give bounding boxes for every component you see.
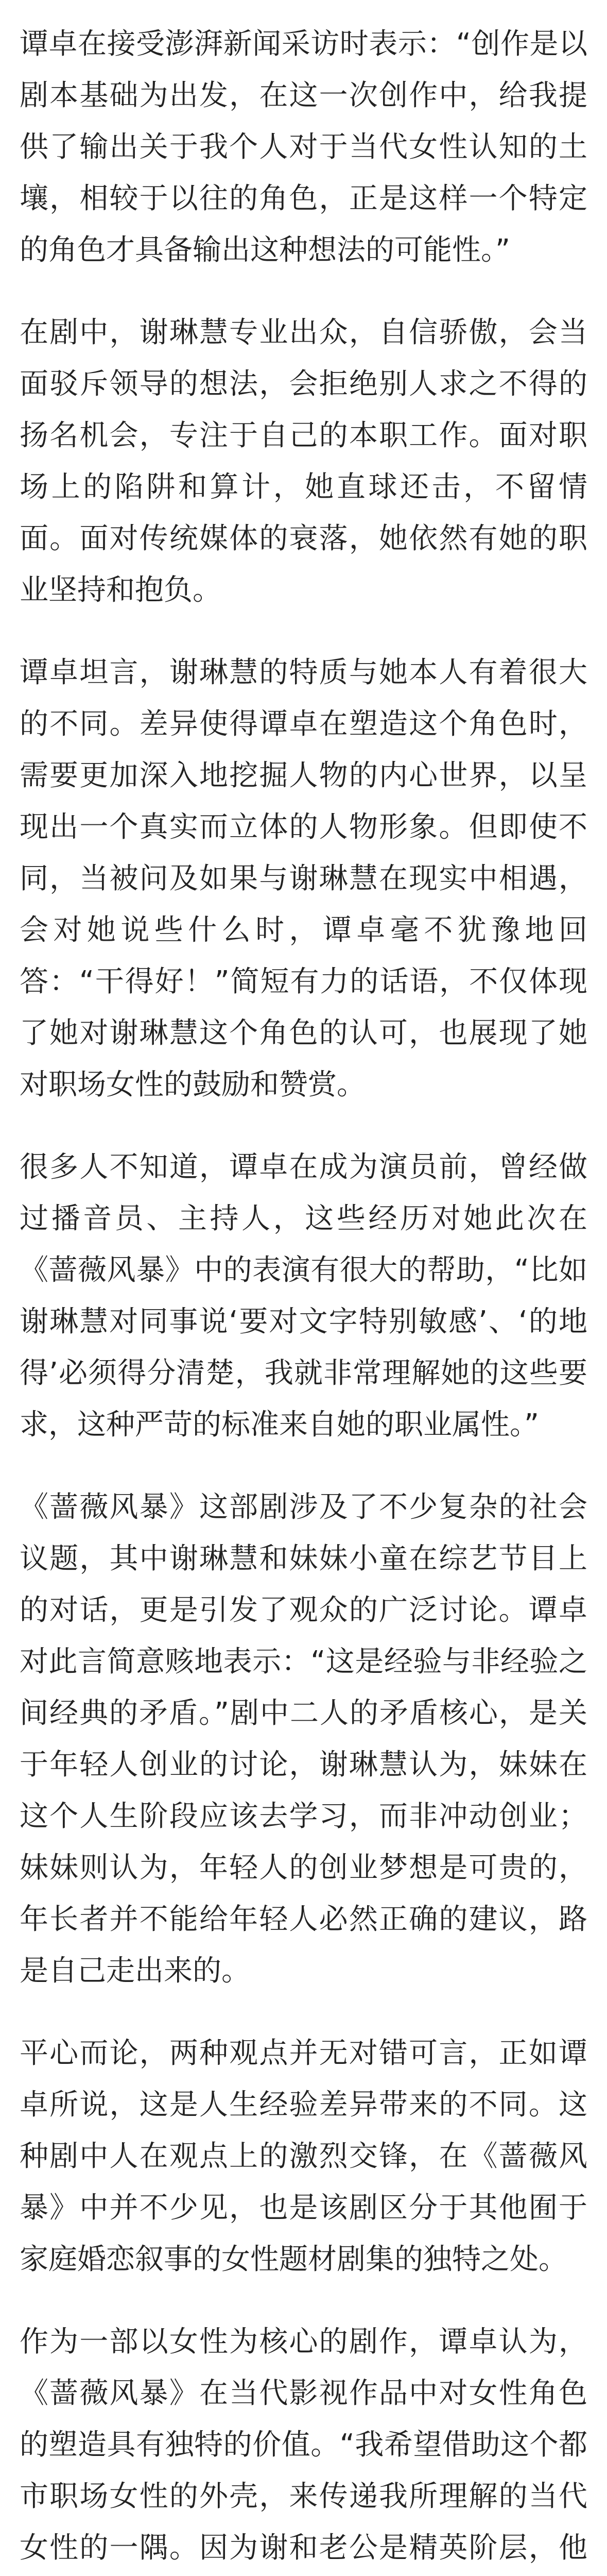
paragraph-4: 很多人不知道，谭卓在成为演员前，曾经做过播音员、主持人，这些经历对她此次在《蔷薇风暴》中的表演有很大的帮助，“比如谢琳慧对同事说‘要对文字特别敏感’、‘的地得’必须得分清楚，我就非常理解她的这些要求，这种严苛的标准来自她的职业属性。” <box>20 1150 587 1442</box>
paragraph-5: 《蔷薇风暴》这部剧涉及了不少复杂的社会议题，其中谢琳慧和妹妹小童在综艺节目上的对话，更是引发了观众的广泛讨论。谭卓对此言简意赅地表示：“这是经验与非经验之间经典的矛盾。”剧中二人的矛盾核心，是关于年轻人创业的讨论，谢琳慧认为，妹妹在这个人生阶段应该去学习，而非冲动创业；妹妹则认为，年轻人的创业梦想是可贵的，年长者并不能给年轻人必然正确的建议，路是自己走出来的。 <box>20 1490 587 1988</box>
paragraph-7: 作为一部以女性为核心的剧作，谭卓认为，《蔷薇风暴》在当代影视作品中对女性角色的塑造具有独特的价值。“我希望借助这个都市职场女性的外壳，来传递我所理解的当代女性的一隅。因为谢和老公是精英阶层，他 <box>20 2325 587 2565</box>
paragraph-3: 谭卓坦言，谢琳慧的特质与她本人有着很大的不同。差异使得谭卓在塑造这个角色时，需要更加深入地挖掘人物的内心世界，以呈现出一个真实而立体的人物形象。但即使不同，当被问及如果与谢琳慧在现实中相遇，会对她说些什么时，谭卓毫不犹豫地回答：“干得好！”简短有力的话语，不仅体现了她对谢琳慧这个角色的认可，也展现了她对职场女性的鼓励和赞赏。 <box>20 656 587 1101</box>
paragraph-2: 在剧中，谢琳慧专业出众，自信骄傲，会当面驳斥领导的想法，会拒绝别人求之不得的扬名机会，专注于自己的本职工作。面对职场上的陷阱和算计，她直球还击，不留情面。面对传统媒体的衰落，她依然有她的职业坚持和抱负。 <box>20 316 587 607</box>
paragraph-1: 谭卓在接受澎湃新闻采访时表示：“创作是以剧本基础为出发，在这一次创作中，给我提供了输出关于我个人对于当代女性认知的土壤，相较于以往的角色，正是这样一个特定的角色才具备输出这种想法的可能性。” <box>20 27 587 267</box>
paragraph-6: 平心而论，两种观点并无对错可言，正如谭卓所说，这是人生经验差异带来的不同。这种剧中人在观点上的激烈交锋，在《蔷薇风暴》中并不少见，也是该剧区分于其他囿于家庭婚恋叙事的女性题材剧集的独特之处。 <box>20 2037 587 2276</box>
